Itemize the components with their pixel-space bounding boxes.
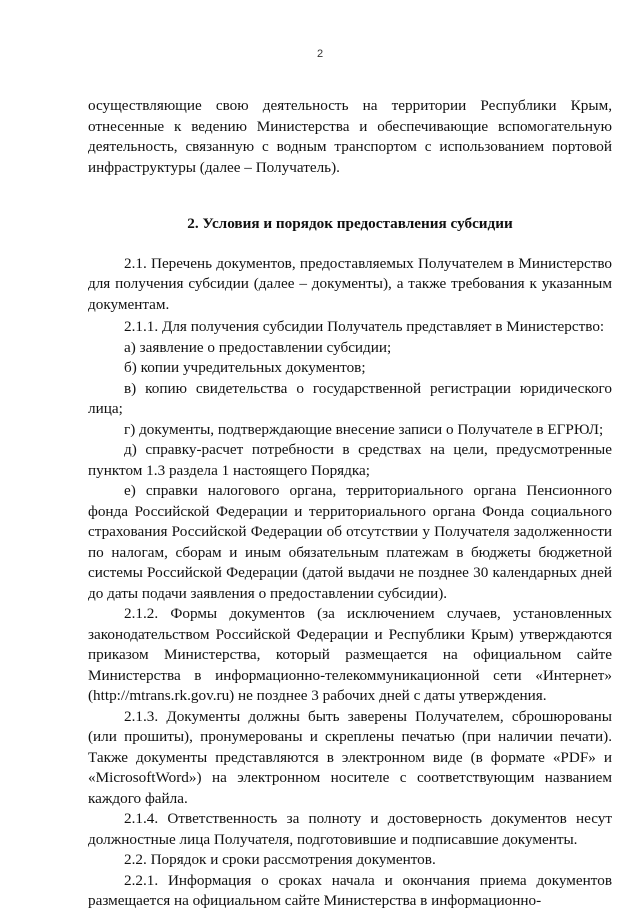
intro-paragraph: осуществляющие свою деятельность на территории Республики Крым, отнесенные к ведению Министерства и обеспечивающие вспомогательную деятельность, связанную с водным транспортом с использованием портовой инфраструктуры (далее – Получатель).: [88, 97, 612, 176]
list-item-a: а) заявление о предоставлении субсидии;: [124, 338, 392, 356]
page-number: 2: [316, 48, 324, 60]
paragraph-2-1-3: 2.1.3. Документы должны быть заверены Получателем, сброшюрованы (или прошиты), пронумерованы и скреплены печатью (при наличии печати). Также документы представляются в электронном виде (в формате «PDF» и «MicrosoftWord») на электронном носителе с соответствующим названием каждого файла.: [88, 707, 612, 807]
list-item-g: г) документы, подтверждающие внесение записи о Получателе в ЕГРЮЛ;: [124, 420, 604, 438]
section-heading: 2. Условия и порядок предоставления субсидии: [187, 215, 513, 232]
list-item-v: в) копию свидетельства о государственной регистрации юридического лица;: [88, 379, 612, 417]
paragraph-2-2-1: 2.2.1. Информация о сроках начала и окончания приема документов размещается на официальном сайте Министерства в информационно-: [88, 871, 612, 909]
paragraph-2-2: 2.2. Порядок и сроки рассмотрения документов.: [124, 851, 436, 868]
paragraph-2-1: 2.1. Перечень документов, предоставляемых Получателем в Министерство для получения субсидии (далее – документы), а также требования к указанным документам.: [88, 254, 612, 313]
list-item-e: е) справки налогового органа, территориального органа Пенсионного фонда Российской Федерации и территориального органа Фонда социального страхования Российской Федерации об отсутствии у Получателя задолженности по налогам, сборам и иным обязательным платежам в бюджеты бюджетной системы Российской Федерации (датой выдачи не позднее 30 календарных дней до даты подачи заявления о предоставлении субсидии).: [88, 482, 612, 602]
paragraph-2-1-4: 2.1.4. Ответственность за полноту и достоверность документов несут должностные лица Получателя, подготовившие и подписавшие документы.: [88, 810, 612, 848]
document-body: [88, 96, 612, 912]
paragraph-2-1-2: 2.1.2. Формы документов (за исключением случаев, установленных законодательством Российской Федерации и Республики Крым) утверждаются приказом Министерства, который размещается на официальном сайте Министерства в информационно-телекоммуникационной сети «Интернет» (http://mtrans.rk.gov.ru) не позднее 3 рабочих дней с даты утверждения.: [88, 605, 612, 704]
paragraph-2-1-1: 2.1.1. Для получения субсидии Получатель представляет в Министерство:: [124, 318, 605, 335]
list-item-d: д) справку-расчет потребности в средствах на цели, предусмотренные пунктом 1.3 раздела 1 настоящего Порядка;: [88, 441, 612, 479]
list-item-b: б) копии учредительных документов;: [124, 359, 366, 376]
